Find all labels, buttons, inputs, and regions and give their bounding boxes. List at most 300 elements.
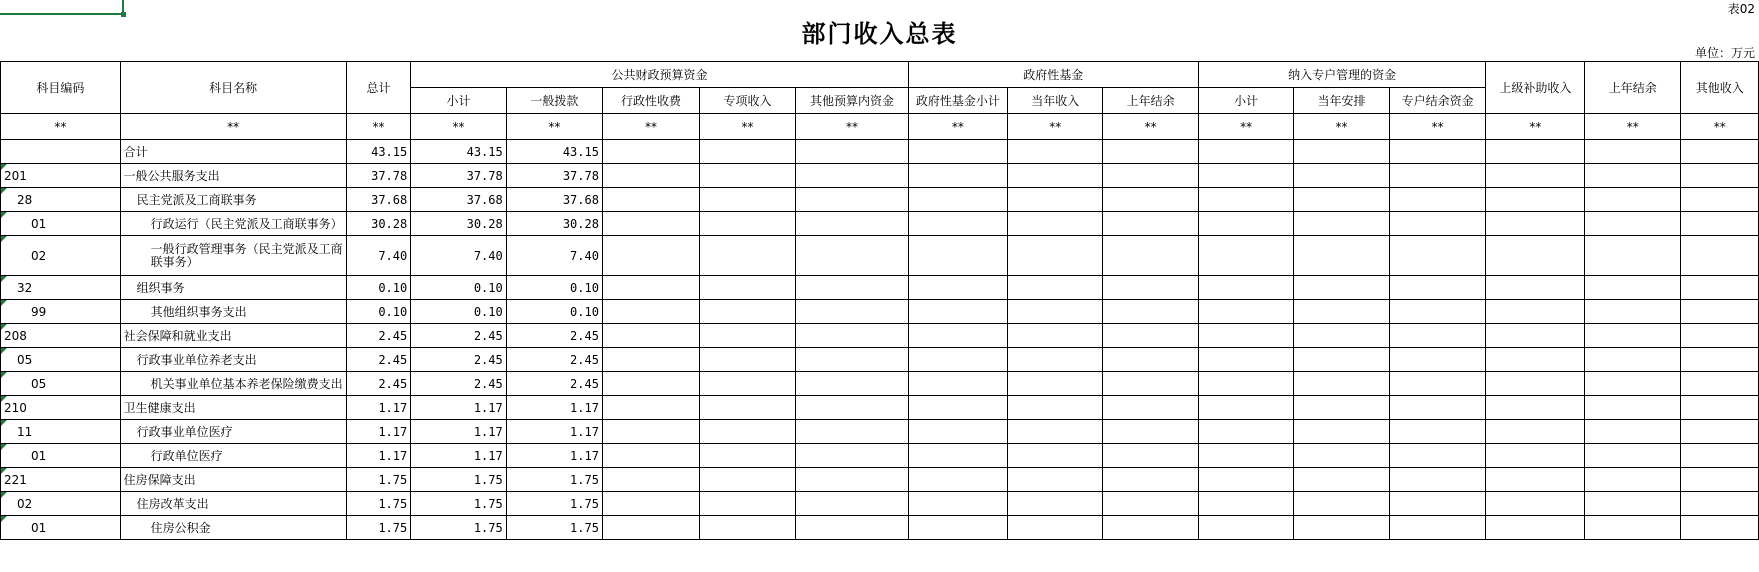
empty-cell[interactable] xyxy=(1294,188,1389,212)
empty-cell[interactable] xyxy=(699,276,795,300)
empty-cell[interactable] xyxy=(796,516,909,540)
empty-cell[interactable] xyxy=(1486,300,1585,324)
empty-cell[interactable] xyxy=(602,348,699,372)
total-cell[interactable]: 1.17 xyxy=(346,444,411,468)
empty-cell[interactable] xyxy=(1585,444,1681,468)
subject-name-cell[interactable]: 合计 xyxy=(120,140,346,164)
empty-cell[interactable] xyxy=(1198,468,1294,492)
empty-cell[interactable] xyxy=(699,420,795,444)
empty-cell[interactable] xyxy=(1681,324,1759,348)
marker-cell[interactable]: ** xyxy=(1486,114,1585,140)
empty-cell[interactable] xyxy=(908,164,1007,188)
empty-cell[interactable] xyxy=(1103,492,1198,516)
empty-cell[interactable] xyxy=(1389,212,1486,236)
empty-cell[interactable] xyxy=(1294,492,1389,516)
empty-cell[interactable] xyxy=(1486,420,1585,444)
subject-name-cell[interactable]: 民主党派及工商联事务 xyxy=(120,188,346,212)
empty-cell[interactable] xyxy=(908,300,1007,324)
empty-cell[interactable] xyxy=(1681,348,1759,372)
empty-cell[interactable] xyxy=(1103,468,1198,492)
total-cell[interactable]: 1.75 xyxy=(346,468,411,492)
empty-cell[interactable] xyxy=(1103,212,1198,236)
empty-cell[interactable] xyxy=(1103,188,1198,212)
total-cell[interactable]: 1.75 xyxy=(346,492,411,516)
subject-code-cell[interactable]: 201 xyxy=(1,164,121,188)
empty-cell[interactable] xyxy=(1389,188,1486,212)
empty-cell[interactable] xyxy=(796,212,909,236)
subject-code-cell[interactable]: 02 xyxy=(1,492,121,516)
subject-code-cell[interactable]: 02 xyxy=(1,236,121,276)
empty-cell[interactable] xyxy=(796,300,909,324)
empty-cell[interactable] xyxy=(699,348,795,372)
empty-cell[interactable] xyxy=(1389,164,1486,188)
subtotal-cell[interactable]: 2.45 xyxy=(411,372,506,396)
empty-cell[interactable] xyxy=(1585,276,1681,300)
general-cell[interactable]: 0.10 xyxy=(506,276,602,300)
empty-cell[interactable] xyxy=(1103,140,1198,164)
empty-cell[interactable] xyxy=(1294,444,1389,468)
subject-name-cell[interactable]: 住房改革支出 xyxy=(120,492,346,516)
header-sm-balance[interactable]: 专户结余资金 xyxy=(1389,88,1486,114)
total-cell[interactable]: 1.17 xyxy=(346,396,411,420)
empty-cell[interactable] xyxy=(1486,188,1585,212)
marker-cell[interactable]: ** xyxy=(699,114,795,140)
empty-cell[interactable] xyxy=(602,188,699,212)
subtotal-cell[interactable]: 7.40 xyxy=(411,236,506,276)
header-gf-subtotal[interactable]: 政府性基金小计 xyxy=(908,88,1007,114)
subject-code-cell[interactable]: 05 xyxy=(1,348,121,372)
empty-cell[interactable] xyxy=(1389,420,1486,444)
empty-cell[interactable] xyxy=(1585,236,1681,276)
subject-code-cell[interactable]: 208 xyxy=(1,324,121,348)
empty-cell[interactable] xyxy=(1198,300,1294,324)
empty-cell[interactable] xyxy=(602,444,699,468)
empty-cell[interactable] xyxy=(1198,348,1294,372)
empty-cell[interactable] xyxy=(1103,420,1198,444)
empty-cell[interactable] xyxy=(1198,516,1294,540)
subject-code-cell[interactable]: 01 xyxy=(1,212,121,236)
empty-cell[interactable] xyxy=(1681,164,1759,188)
empty-cell[interactable] xyxy=(1198,324,1294,348)
empty-cell[interactable] xyxy=(1585,300,1681,324)
subtotal-cell[interactable]: 1.17 xyxy=(411,396,506,420)
selected-cell[interactable] xyxy=(0,0,124,15)
subtotal-cell[interactable]: 0.10 xyxy=(411,300,506,324)
empty-cell[interactable] xyxy=(1486,324,1585,348)
empty-cell[interactable] xyxy=(1585,212,1681,236)
empty-cell[interactable] xyxy=(1008,276,1103,300)
empty-cell[interactable] xyxy=(1681,444,1759,468)
general-cell[interactable]: 0.10 xyxy=(506,300,602,324)
empty-cell[interactable] xyxy=(1585,516,1681,540)
subject-code-cell[interactable]: 01 xyxy=(1,516,121,540)
empty-cell[interactable] xyxy=(602,324,699,348)
header-gf-current[interactable]: 当年收入 xyxy=(1008,88,1103,114)
total-cell[interactable]: 2.45 xyxy=(346,372,411,396)
empty-cell[interactable] xyxy=(1681,276,1759,300)
general-cell[interactable]: 30.28 xyxy=(506,212,602,236)
subtotal-cell[interactable]: 1.17 xyxy=(411,420,506,444)
empty-cell[interactable] xyxy=(1103,348,1198,372)
empty-cell[interactable] xyxy=(1585,492,1681,516)
empty-cell[interactable] xyxy=(1389,396,1486,420)
empty-cell[interactable] xyxy=(908,276,1007,300)
empty-cell[interactable] xyxy=(1486,348,1585,372)
subject-code-cell[interactable]: 11 xyxy=(1,420,121,444)
empty-cell[interactable] xyxy=(1294,164,1389,188)
subtotal-cell[interactable]: 1.75 xyxy=(411,516,506,540)
header-special-mgmt[interactable]: 纳入专户管理的资金 xyxy=(1198,62,1486,88)
empty-cell[interactable] xyxy=(1585,140,1681,164)
subtotal-cell[interactable]: 37.68 xyxy=(411,188,506,212)
empty-cell[interactable] xyxy=(602,468,699,492)
empty-cell[interactable] xyxy=(699,444,795,468)
marker-cell[interactable]: ** xyxy=(1,114,121,140)
empty-cell[interactable] xyxy=(796,276,909,300)
empty-cell[interactable] xyxy=(1486,396,1585,420)
marker-cell[interactable]: ** xyxy=(1103,114,1198,140)
empty-cell[interactable] xyxy=(908,348,1007,372)
header-sm-current[interactable]: 当年安排 xyxy=(1294,88,1389,114)
empty-cell[interactable] xyxy=(1008,372,1103,396)
empty-cell[interactable] xyxy=(1198,212,1294,236)
empty-cell[interactable] xyxy=(1486,236,1585,276)
empty-cell[interactable] xyxy=(1389,372,1486,396)
empty-cell[interactable] xyxy=(1008,516,1103,540)
header-pb-general[interactable]: 一般拨款 xyxy=(506,88,602,114)
empty-cell[interactable] xyxy=(1103,324,1198,348)
subject-name-cell[interactable]: 社会保障和就业支出 xyxy=(120,324,346,348)
empty-cell[interactable] xyxy=(602,212,699,236)
empty-cell[interactable] xyxy=(1294,396,1389,420)
empty-cell[interactable] xyxy=(1389,348,1486,372)
empty-cell[interactable] xyxy=(1294,236,1389,276)
empty-cell[interactable] xyxy=(1681,140,1759,164)
empty-cell[interactable] xyxy=(908,372,1007,396)
empty-cell[interactable] xyxy=(1294,212,1389,236)
empty-cell[interactable] xyxy=(699,492,795,516)
subtotal-cell[interactable]: 37.78 xyxy=(411,164,506,188)
empty-cell[interactable] xyxy=(908,444,1007,468)
header-pb-other[interactable]: 其他预算内资金 xyxy=(796,88,909,114)
empty-cell[interactable] xyxy=(1294,372,1389,396)
empty-cell[interactable] xyxy=(796,348,909,372)
general-cell[interactable]: 37.78 xyxy=(506,164,602,188)
total-cell[interactable]: 2.45 xyxy=(346,348,411,372)
marker-cell[interactable]: ** xyxy=(1198,114,1294,140)
empty-cell[interactable] xyxy=(908,420,1007,444)
empty-cell[interactable] xyxy=(602,236,699,276)
header-sm-subtotal[interactable]: 小计 xyxy=(1198,88,1294,114)
header-prev-balance[interactable]: 上年结余 xyxy=(1585,62,1681,114)
general-cell[interactable]: 1.75 xyxy=(506,516,602,540)
general-cell[interactable]: 1.75 xyxy=(506,468,602,492)
empty-cell[interactable] xyxy=(602,372,699,396)
subject-name-cell[interactable]: 组织事务 xyxy=(120,276,346,300)
header-pb-subtotal[interactable]: 小计 xyxy=(411,88,506,114)
empty-cell[interactable] xyxy=(1294,324,1389,348)
header-public-budget[interactable]: 公共财政预算资金 xyxy=(411,62,908,88)
empty-cell[interactable] xyxy=(699,140,795,164)
total-cell[interactable]: 0.10 xyxy=(346,276,411,300)
header-upper-subsidy[interactable]: 上级补助收入 xyxy=(1486,62,1585,114)
empty-cell[interactable] xyxy=(1294,516,1389,540)
empty-cell[interactable] xyxy=(1585,420,1681,444)
empty-cell[interactable] xyxy=(602,492,699,516)
empty-cell[interactable] xyxy=(602,164,699,188)
empty-cell[interactable] xyxy=(699,164,795,188)
subtotal-cell[interactable]: 0.10 xyxy=(411,276,506,300)
subject-code-cell[interactable]: 221 xyxy=(1,468,121,492)
empty-cell[interactable] xyxy=(796,468,909,492)
empty-cell[interactable] xyxy=(1198,396,1294,420)
subject-code-cell[interactable]: 99 xyxy=(1,300,121,324)
empty-cell[interactable] xyxy=(1585,396,1681,420)
subject-code-cell[interactable]: 28 xyxy=(1,188,121,212)
marker-cell[interactable]: ** xyxy=(1681,114,1759,140)
empty-cell[interactable] xyxy=(796,372,909,396)
subtotal-cell[interactable]: 2.45 xyxy=(411,324,506,348)
empty-cell[interactable] xyxy=(602,276,699,300)
empty-cell[interactable] xyxy=(1008,396,1103,420)
empty-cell[interactable] xyxy=(1008,300,1103,324)
empty-cell[interactable] xyxy=(796,492,909,516)
empty-cell[interactable] xyxy=(1198,492,1294,516)
total-cell[interactable]: 30.28 xyxy=(346,212,411,236)
empty-cell[interactable] xyxy=(796,188,909,212)
empty-cell[interactable] xyxy=(1008,444,1103,468)
total-cell[interactable]: 43.15 xyxy=(346,140,411,164)
general-cell[interactable]: 1.17 xyxy=(506,396,602,420)
general-cell[interactable]: 7.40 xyxy=(506,236,602,276)
empty-cell[interactable] xyxy=(1486,516,1585,540)
subject-name-cell[interactable]: 其他组织事务支出 xyxy=(120,300,346,324)
header-pb-admin-fee[interactable]: 行政性收费 xyxy=(602,88,699,114)
empty-cell[interactable] xyxy=(1486,492,1585,516)
empty-cell[interactable] xyxy=(1681,188,1759,212)
empty-cell[interactable] xyxy=(796,236,909,276)
empty-cell[interactable] xyxy=(1585,468,1681,492)
empty-cell[interactable] xyxy=(699,396,795,420)
empty-cell[interactable] xyxy=(699,300,795,324)
empty-cell[interactable] xyxy=(908,212,1007,236)
empty-cell[interactable] xyxy=(699,324,795,348)
empty-cell[interactable] xyxy=(908,188,1007,212)
header-other-income[interactable]: 其他收入 xyxy=(1681,62,1759,114)
empty-cell[interactable] xyxy=(1198,372,1294,396)
empty-cell[interactable] xyxy=(1681,516,1759,540)
empty-cell[interactable] xyxy=(1681,212,1759,236)
total-cell[interactable]: 37.68 xyxy=(346,188,411,212)
subject-code-cell[interactable]: 32 xyxy=(1,276,121,300)
empty-cell[interactable] xyxy=(1486,164,1585,188)
empty-cell[interactable] xyxy=(1294,140,1389,164)
empty-cell[interactable] xyxy=(1198,276,1294,300)
empty-cell[interactable] xyxy=(796,420,909,444)
empty-cell[interactable] xyxy=(1681,396,1759,420)
empty-cell[interactable] xyxy=(908,324,1007,348)
marker-cell[interactable]: ** xyxy=(1389,114,1486,140)
empty-cell[interactable] xyxy=(1681,372,1759,396)
empty-cell[interactable] xyxy=(1681,492,1759,516)
empty-cell[interactable] xyxy=(1585,188,1681,212)
empty-cell[interactable] xyxy=(699,236,795,276)
empty-cell[interactable] xyxy=(908,236,1007,276)
empty-cell[interactable] xyxy=(1389,468,1486,492)
empty-cell[interactable] xyxy=(1486,140,1585,164)
subject-code-cell[interactable]: 05 xyxy=(1,372,121,396)
empty-cell[interactable] xyxy=(1103,516,1198,540)
subject-name-cell[interactable]: 机关事业单位基本养老保险缴费支出 xyxy=(120,372,346,396)
empty-cell[interactable] xyxy=(1008,140,1103,164)
general-cell[interactable]: 2.45 xyxy=(506,372,602,396)
general-cell[interactable]: 1.75 xyxy=(506,492,602,516)
header-name[interactable]: 科目名称 xyxy=(120,62,346,114)
empty-cell[interactable] xyxy=(1103,236,1198,276)
empty-cell[interactable] xyxy=(1585,348,1681,372)
subject-name-cell[interactable]: 卫生健康支出 xyxy=(120,396,346,420)
empty-cell[interactable] xyxy=(1103,444,1198,468)
empty-cell[interactable] xyxy=(1008,324,1103,348)
empty-cell[interactable] xyxy=(602,516,699,540)
empty-cell[interactable] xyxy=(1681,468,1759,492)
empty-cell[interactable] xyxy=(796,164,909,188)
general-cell[interactable]: 37.68 xyxy=(506,188,602,212)
general-cell[interactable]: 1.17 xyxy=(506,444,602,468)
empty-cell[interactable] xyxy=(908,396,1007,420)
empty-cell[interactable] xyxy=(1008,348,1103,372)
subject-code-cell[interactable] xyxy=(1,140,121,164)
total-cell[interactable]: 2.45 xyxy=(346,324,411,348)
empty-cell[interactable] xyxy=(1294,300,1389,324)
empty-cell[interactable] xyxy=(602,396,699,420)
empty-cell[interactable] xyxy=(1486,276,1585,300)
subtotal-cell[interactable]: 1.75 xyxy=(411,492,506,516)
total-cell[interactable]: 1.75 xyxy=(346,516,411,540)
empty-cell[interactable] xyxy=(602,300,699,324)
header-code[interactable]: 科目编码 xyxy=(1,62,121,114)
marker-cell[interactable]: ** xyxy=(1585,114,1681,140)
empty-cell[interactable] xyxy=(1294,468,1389,492)
empty-cell[interactable] xyxy=(1681,236,1759,276)
empty-cell[interactable] xyxy=(1389,276,1486,300)
subject-name-cell[interactable]: 行政事业单位养老支出 xyxy=(120,348,346,372)
empty-cell[interactable] xyxy=(908,140,1007,164)
marker-cell[interactable]: ** xyxy=(506,114,602,140)
empty-cell[interactable] xyxy=(1486,468,1585,492)
empty-cell[interactable] xyxy=(1486,444,1585,468)
empty-cell[interactable] xyxy=(796,396,909,420)
empty-cell[interactable] xyxy=(1389,236,1486,276)
empty-cell[interactable] xyxy=(1294,348,1389,372)
empty-cell[interactable] xyxy=(699,188,795,212)
marker-cell[interactable]: ** xyxy=(346,114,411,140)
empty-cell[interactable] xyxy=(1103,396,1198,420)
empty-cell[interactable] xyxy=(1008,188,1103,212)
empty-cell[interactable] xyxy=(602,140,699,164)
marker-cell[interactable]: ** xyxy=(120,114,346,140)
marker-cell[interactable]: ** xyxy=(908,114,1007,140)
subject-code-cell[interactable]: 210 xyxy=(1,396,121,420)
empty-cell[interactable] xyxy=(908,492,1007,516)
header-total[interactable]: 总计 xyxy=(346,62,411,114)
empty-cell[interactable] xyxy=(1103,276,1198,300)
empty-cell[interactable] xyxy=(796,324,909,348)
empty-cell[interactable] xyxy=(1294,276,1389,300)
empty-cell[interactable] xyxy=(699,468,795,492)
marker-cell[interactable]: ** xyxy=(796,114,909,140)
empty-cell[interactable] xyxy=(1294,420,1389,444)
marker-cell[interactable]: ** xyxy=(411,114,506,140)
empty-cell[interactable] xyxy=(1008,492,1103,516)
empty-cell[interactable] xyxy=(699,372,795,396)
empty-cell[interactable] xyxy=(1486,212,1585,236)
empty-cell[interactable] xyxy=(1585,372,1681,396)
empty-cell[interactable] xyxy=(602,420,699,444)
general-cell[interactable]: 2.45 xyxy=(506,348,602,372)
empty-cell[interactable] xyxy=(1389,492,1486,516)
total-cell[interactable]: 7.40 xyxy=(346,236,411,276)
subtotal-cell[interactable]: 1.75 xyxy=(411,468,506,492)
header-gf-prev[interactable]: 上年结余 xyxy=(1103,88,1198,114)
empty-cell[interactable] xyxy=(1198,236,1294,276)
empty-cell[interactable] xyxy=(1008,468,1103,492)
subtotal-cell[interactable]: 1.17 xyxy=(411,444,506,468)
subject-name-cell[interactable]: 一般公共服务支出 xyxy=(120,164,346,188)
empty-cell[interactable] xyxy=(1103,300,1198,324)
marker-cell[interactable]: ** xyxy=(1008,114,1103,140)
empty-cell[interactable] xyxy=(1198,188,1294,212)
total-cell[interactable]: 37.78 xyxy=(346,164,411,188)
empty-cell[interactable] xyxy=(1585,164,1681,188)
general-cell[interactable]: 1.17 xyxy=(506,420,602,444)
subtotal-cell[interactable]: 30.28 xyxy=(411,212,506,236)
empty-cell[interactable] xyxy=(1198,420,1294,444)
marker-cell[interactable]: ** xyxy=(1294,114,1389,140)
empty-cell[interactable] xyxy=(1008,164,1103,188)
empty-cell[interactable] xyxy=(1103,372,1198,396)
empty-cell[interactable] xyxy=(1008,420,1103,444)
empty-cell[interactable] xyxy=(699,212,795,236)
subject-name-cell[interactable]: 行政单位医疗 xyxy=(120,444,346,468)
empty-cell[interactable] xyxy=(1486,372,1585,396)
empty-cell[interactable] xyxy=(1681,420,1759,444)
subtotal-cell[interactable]: 43.15 xyxy=(411,140,506,164)
empty-cell[interactable] xyxy=(1198,164,1294,188)
total-cell[interactable]: 0.10 xyxy=(346,300,411,324)
general-cell[interactable]: 43.15 xyxy=(506,140,602,164)
subject-name-cell[interactable]: 行政运行（民主党派及工商联事务） xyxy=(120,212,346,236)
empty-cell[interactable] xyxy=(908,516,1007,540)
empty-cell[interactable] xyxy=(1389,516,1486,540)
header-pb-special[interactable]: 专项收入 xyxy=(699,88,795,114)
total-cell[interactable]: 1.17 xyxy=(346,420,411,444)
empty-cell[interactable] xyxy=(1008,236,1103,276)
empty-cell[interactable] xyxy=(699,516,795,540)
empty-cell[interactable] xyxy=(1389,300,1486,324)
empty-cell[interactable] xyxy=(1198,140,1294,164)
subtotal-cell[interactable]: 2.45 xyxy=(411,348,506,372)
empty-cell[interactable] xyxy=(1389,324,1486,348)
header-gov-fund[interactable]: 政府性基金 xyxy=(908,62,1198,88)
empty-cell[interactable] xyxy=(1389,444,1486,468)
subject-name-cell[interactable]: 一般行政管理事务（民主党派及工商联事务） xyxy=(120,236,346,276)
empty-cell[interactable] xyxy=(1008,212,1103,236)
empty-cell[interactable] xyxy=(796,444,909,468)
empty-cell[interactable] xyxy=(908,468,1007,492)
subject-name-cell[interactable]: 行政事业单位医疗 xyxy=(120,420,346,444)
subject-name-cell[interactable]: 住房公积金 xyxy=(120,516,346,540)
